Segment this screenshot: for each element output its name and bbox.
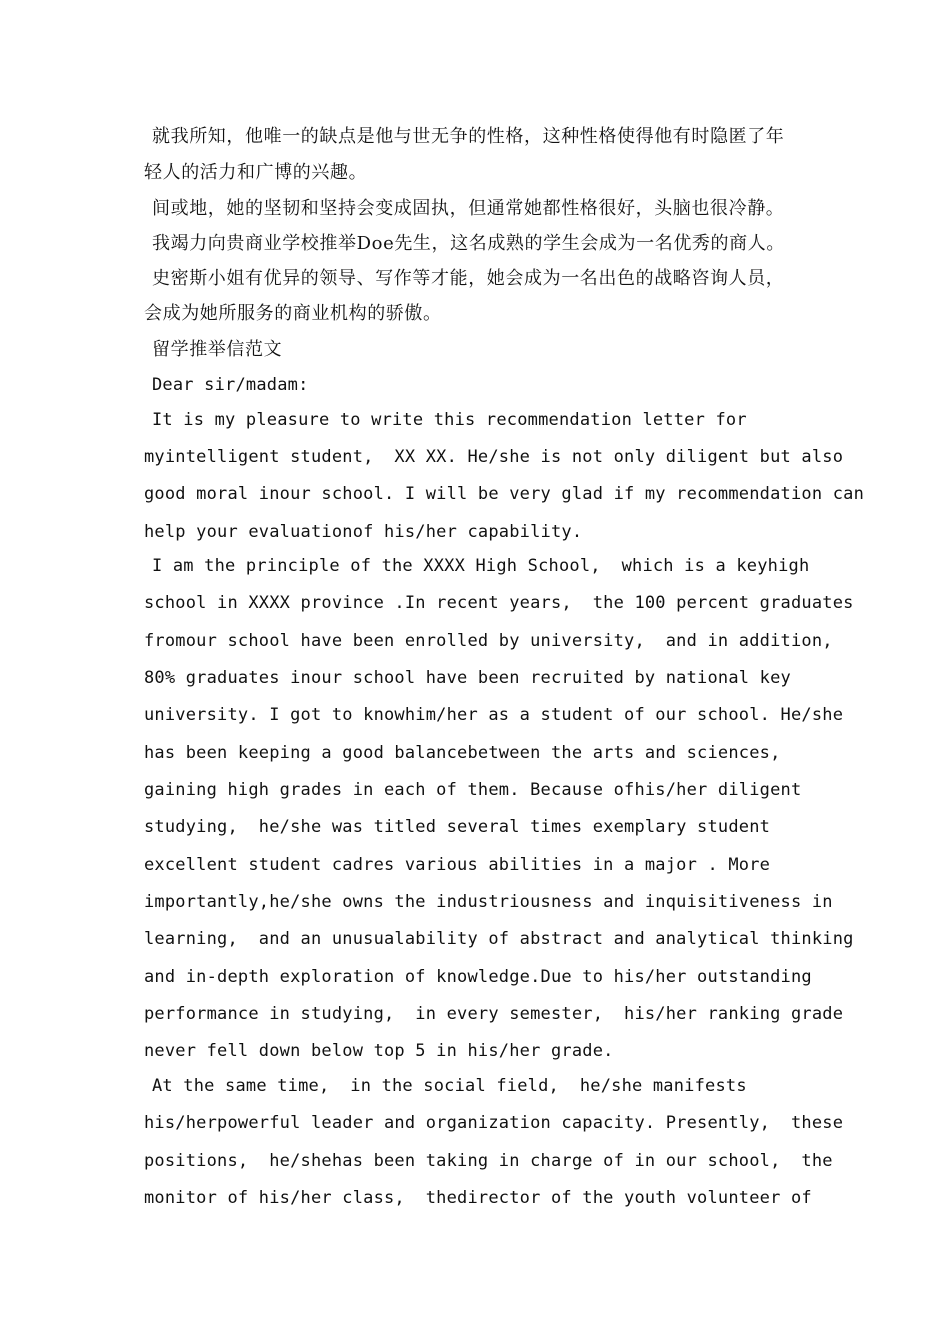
text-line: 80% graduates inour school have been recruited by national key: [144, 668, 791, 688]
text-line: At the same time, in the social field, he/she manifests: [152, 1076, 747, 1096]
text-line: gaining high grades in each of them. Because ofhis/her diligent: [144, 780, 802, 800]
text-line: university. I got to knowhim/her as a student of our school. He/she: [144, 705, 844, 725]
text-line: 我竭力向贵商业学校推举Doe先生，这名成熟的学生会成为一名优秀的商人。: [152, 233, 785, 254]
text-line: excellent student cadres various abilities in a major . More: [144, 855, 771, 875]
text-line: studying, he/she was titled several times exemplary student: [144, 817, 771, 837]
salutation: Dear sir/madam:: [152, 375, 309, 395]
text-line: never fell down below top 5 in his/her grade.: [144, 1041, 614, 1061]
text-line: learning, and an unusualability of abstract and analytical thinking: [144, 929, 854, 949]
text-line: help your evaluationof his/her capability.: [144, 522, 583, 542]
text-line: It is my pleasure to write this recommendation letter for: [152, 410, 747, 430]
text-line: importantly,he/she owns the industriousness and inquisitiveness in: [144, 892, 833, 912]
text-line: fromour school have been enrolled by university, and in addition,: [144, 631, 833, 651]
text-line: monitor of his/her class, thedirector of the youth volunteer of: [144, 1188, 812, 1208]
text-line: 史密斯小姐有优异的领导、写作等才能，她会成为一名出色的战略咨询人员，: [152, 268, 785, 289]
text-line: 就我所知，他唯一的缺点是他与世无争的性格，这种性格使得他有时隐匿了年: [152, 126, 785, 147]
text-line: positions, he/shehas been taking in charge of in our school, the: [144, 1151, 833, 1171]
text-line: his/herpowerful leader and organization capacity. Presently, these: [144, 1113, 844, 1133]
text-line: 会成为她所服务的商业机构的骄傲。: [144, 303, 442, 324]
text-line: and in-depth exploration of knowledge.Due to his/her outstanding: [144, 967, 812, 987]
section-heading: 留学推举信范文: [152, 339, 283, 360]
text-line: I am the principle of the XXXX High School, which is a keyhigh: [152, 556, 810, 576]
text-line: 间或地，她的坚韧和坚持会变成固执，但通常她都性格很好，头脑也很冷静。: [152, 198, 785, 219]
text-line: performance in studying, in every semester, his/her ranking grade: [144, 1004, 844, 1024]
text-line: good moral inour school. I will be very glad if my recommendation can: [144, 484, 865, 504]
text-line: school in XXXX province .In recent years, the 100 percent graduates: [144, 593, 854, 613]
text-line: has been keeping a good balancebetween the arts and sciences,: [144, 743, 781, 763]
text-line: 轻人的活力和广博的兴趣。: [144, 162, 368, 183]
text-line: myintelligent student, XX XX. He/she is not only diligent but also: [144, 447, 844, 467]
